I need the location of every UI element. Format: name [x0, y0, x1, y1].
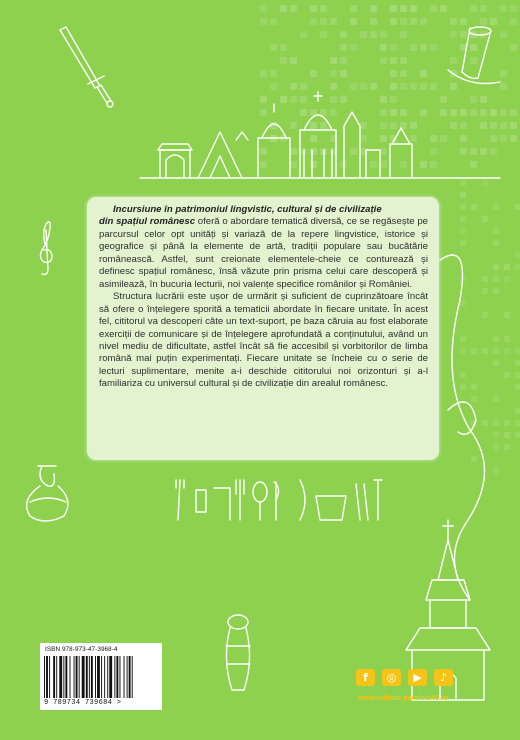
paragraph-2: Structura lucrării este ușor de urmărit și suficient de cuprinzătoare încât să ofere o înțelegere sporită a tematicii abordate în fiecare unitate. În acest fel, cititorul va descoperi câte un text-suport, pe baza căruia au fost elaborate exerciții de comunicare și de înțelegere aprofundată a conținutului, având un nivel mediu de dificultate, astfel încât să fie accesibil și vorbitorilor de limba română mai puțin experimentați. Fiecare unitate se încheie cu o serie de lecturi suplimentare, menite a-i deschide cititorului noi orizonturi și a-l familiariza cu universul cultural și de civilizație din arealul românesc. — [99, 291, 428, 390]
book-title-lead-2: din spațiul românesc — [99, 216, 196, 228]
barcode-icon — [44, 656, 158, 700]
top-hat-icon — [448, 27, 500, 84]
paragraph-1-text: oferă o abordare tematică diversă, ce se regăsește pe parcursul celor opt unități și variază de la repere lingvistice, istorice și geografice și până la elemente de artă, tradiții populare sau bucătărie românească. Astfel, sunt creionate elementele-cheie ce conturează și definesc spațiul românesc, însă văzute prin prisma celui care descoperă și asimilează, în bucuria lecturii, noi valențe specifice românilor și României. — [99, 216, 428, 290]
instagram-icon[interactable]: ◎ — [382, 669, 401, 686]
barcode-digits: 9 789734 739684 > — [44, 699, 122, 707]
kitchen-utensils-illustration — [176, 480, 382, 520]
description-panel — [87, 197, 439, 460]
isbn-text: ISBN 978-973-47-3968-4 — [45, 646, 118, 653]
sword-icon — [60, 27, 113, 107]
book-title-lead: Incursiune în patrimoniul lingvistic, cultural și de civilizație — [113, 204, 382, 215]
facebook-icon[interactable]: f — [356, 669, 375, 686]
city-skyline-illustration — [140, 92, 500, 178]
figurine-icon — [226, 615, 250, 690]
website-link[interactable]: www.editura paralela45.ro — [358, 693, 449, 702]
social-icons — [356, 669, 453, 686]
tiktok-icon[interactable]: ♪ — [434, 669, 453, 686]
youtube-icon[interactable]: ▶ — [408, 669, 427, 686]
thread-decoration — [440, 255, 485, 600]
barcode-panel — [40, 643, 162, 710]
treble-clef-icon — [40, 222, 52, 275]
vase-icon — [27, 466, 68, 521]
